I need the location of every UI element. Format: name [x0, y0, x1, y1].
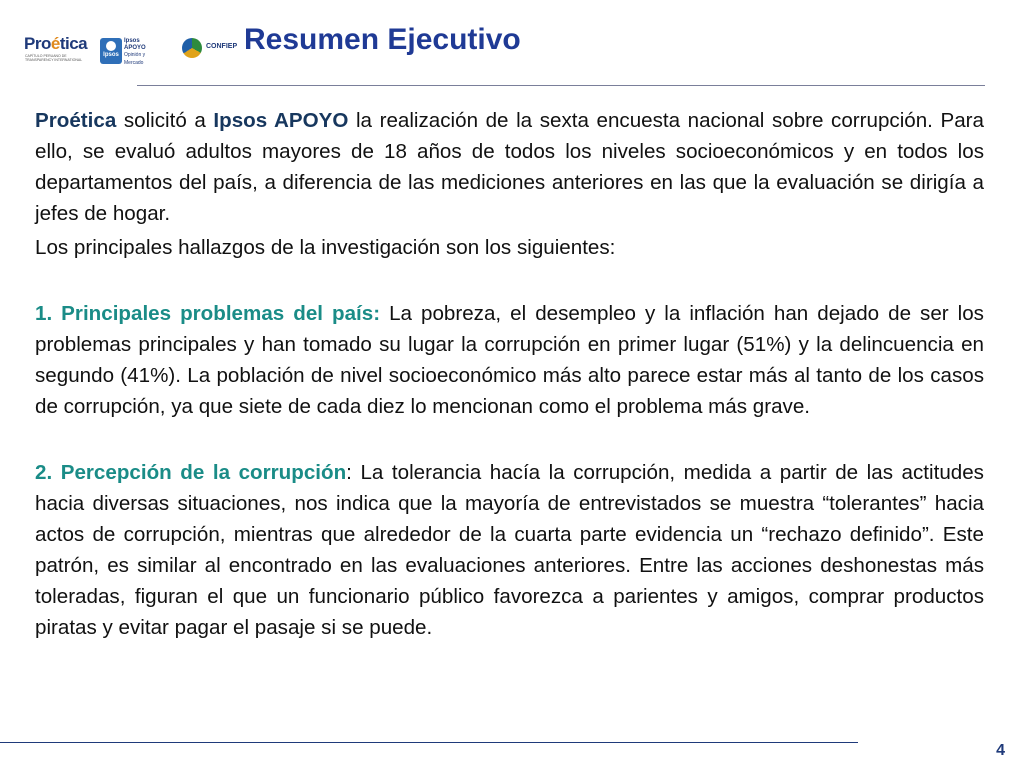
- intro-text-2: la realización de la sexta encuesta nacional sobre corrupción. Para ello, se evaluó adultos mayores de 18 años de todos los niveles socioeconómicos y en todos los departamentos del país, a diferencia de las mediciones anteriores en las que la evaluación se dirigía a jefes de hogar.: [35, 109, 984, 225]
- finding-1-paragraph: [35, 298, 984, 422]
- proetica-name-part1: Pro: [24, 34, 51, 53]
- page-number: 4: [996, 742, 1005, 759]
- proetica-name-part2: é: [50, 34, 60, 53]
- ipsos-apoyo-text: Ipsos APOYO: [124, 38, 146, 52]
- ipsos-sub-text: Opinión y Mercado: [124, 52, 146, 66]
- finding-2-heading: 2. Percepción de la corrupción: [35, 461, 347, 484]
- finding-2-colon: :: [346, 461, 352, 484]
- ipsos-badge: [100, 38, 122, 64]
- intro-paragraph: [35, 105, 984, 229]
- ipsos-mention: Ipsos APOYO: [213, 109, 349, 132]
- confiep-logo: [182, 36, 242, 62]
- page-title: Resumen Ejecutivo: [244, 23, 521, 56]
- finding-2-paragraph: [35, 457, 984, 643]
- intro-text-1: solicitó a: [116, 109, 214, 132]
- executive-summary-body: [35, 105, 984, 643]
- lead-paragraph: Los principales hallazgos de la investigación son los siguientes:: [35, 236, 616, 259]
- finding-1-heading: 1. Principales problemas del país:: [35, 302, 381, 325]
- ipsos-logo: [100, 32, 148, 64]
- footer-divider: [0, 742, 858, 743]
- ipsos-badge-text: Ipsos: [103, 52, 119, 58]
- finding-1-text: La pobreza, el desempleo y la inflación han dejado de ser los problemas principales y han tomado su lugar la corrupción en primer lugar (51%) y la delincuencia en segundo (41%). La población de nivel socioeconómico más alto parece estar más al tanto de los casos de corrupción, ya que siete de cada diez lo mencionan como el problema más grave.: [35, 302, 984, 418]
- finding-2-text: La tolerancia hacía la corrupción, medida a partir de las actitudes hacia diversas situaciones, nos indica que la mayoría de entrevistados se muestra “tolerantes” hacia actos de corrupción, mientras que alrededor de la cuarta parte evidencia un “rechazo definido”. Este patrón, es similar al encontrado en las evaluaciones anteriores. Entre las acciones deshonestas más toleradas, figuran el que un funcionario público favorezca a parientes y amigos, comprar productos piratas y evitar pagar el pasaje si se puede.: [35, 461, 984, 639]
- confiep-text: CONFIEP: [206, 43, 238, 50]
- ipsos-dot-icon: [106, 41, 116, 51]
- header-logos: [22, 30, 247, 70]
- proetica-tagline: CAPÍTULO PERUANO DE TRANSPARENCY INTERNATIONAL: [25, 54, 83, 62]
- confiep-mark-icon: [182, 38, 202, 58]
- proetica-name-part3: tica: [59, 34, 88, 53]
- proetica-logo: [22, 34, 90, 66]
- proetica-mention: Proética: [35, 109, 117, 132]
- title-divider: [137, 85, 985, 86]
